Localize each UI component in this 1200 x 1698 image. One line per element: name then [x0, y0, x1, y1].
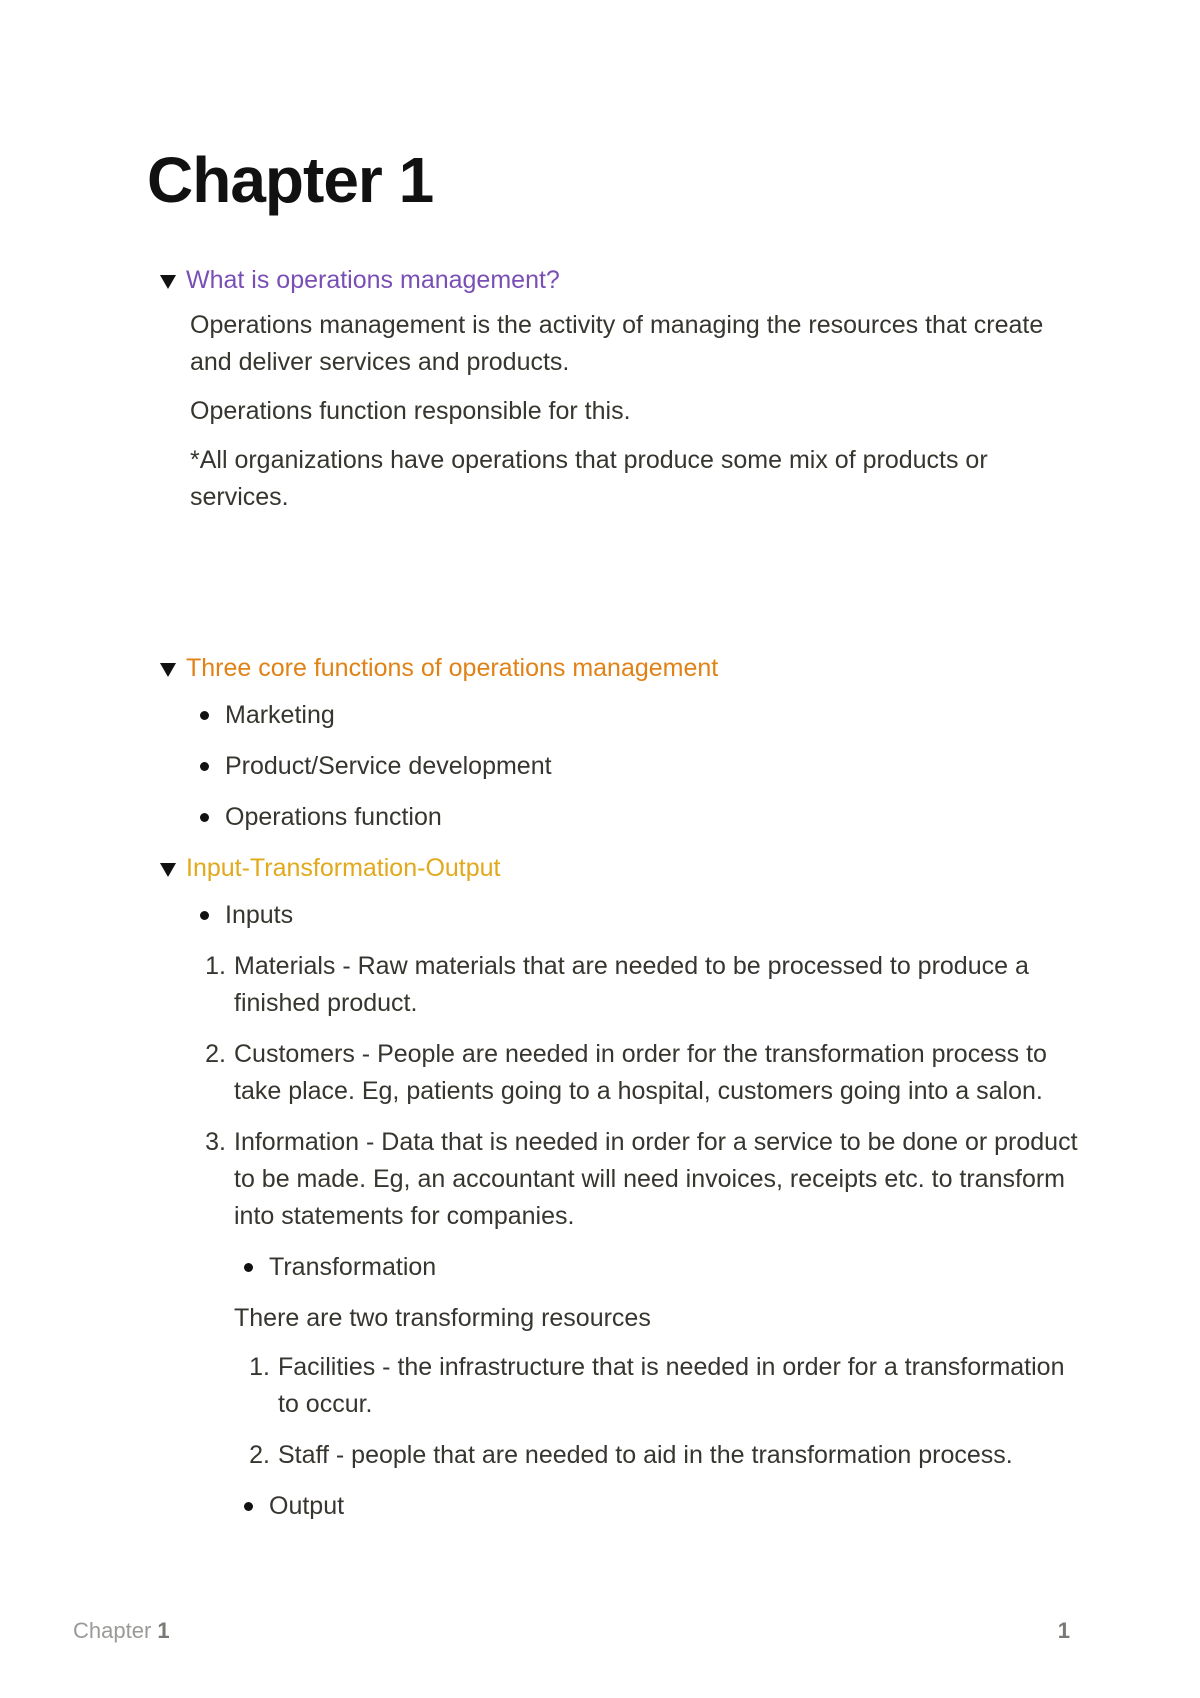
list-item-transformation — [234, 1249, 1080, 1286]
list-item-text: Inputs — [225, 901, 294, 929]
item-text: Staff - people that are needed to aid in the transformation process. — [278, 1441, 1013, 1469]
toggle-label[interactable]: Input-Transformation-Output — [186, 854, 501, 882]
item-text: Materials - Raw materials that are needed to be processed to produce a finished product. — [234, 952, 1029, 1017]
list-item-output — [234, 1488, 1080, 1525]
page-content — [160, 262, 1080, 1539]
list-item-text: Marketing — [225, 701, 335, 729]
spacer — [160, 528, 1080, 650]
footer-chapter-prefix: Chapter — [73, 1618, 152, 1643]
paragraph: *All organizations have operations that produce some mix of products or services. — [190, 446, 988, 511]
item-number: 1. — [249, 1353, 270, 1381]
list-item-text: Operations function — [225, 803, 442, 831]
item-number: 2. — [205, 1040, 226, 1068]
footer-chapter-number: 1 — [157, 1618, 170, 1643]
item-text: Information - Data that is needed in order for a service to be done or product to be made. Eg, an accountant will need invoices, receipts etc. to transform into statements for companies. — [234, 1128, 1078, 1230]
toggle-triangle-icon[interactable] — [160, 663, 176, 677]
toggle-label[interactable]: What is operations management? — [186, 266, 560, 294]
footer-chapter-label — [73, 1618, 170, 1644]
item-number: 1. — [205, 952, 226, 980]
bullet-icon — [200, 711, 209, 720]
bullet-icon — [200, 911, 209, 920]
list-item — [190, 697, 1080, 734]
item-text: Facilities - the infrastructure that is needed in order for a transformation to occur. — [278, 1353, 1065, 1418]
toggle-body-ito — [160, 897, 1080, 1525]
bullet-icon — [200, 813, 209, 822]
numbered-item — [234, 1349, 1080, 1423]
paragraph: Operations management is the activity of managing the resources that create and deliver services and products. — [190, 311, 1044, 376]
numbered-item — [190, 1124, 1080, 1235]
item-text: Customers - People are needed in order for the transformation process to take place. Eg, patients going to a hospital, customers going into a salon. — [234, 1040, 1047, 1105]
list-item-inputs — [190, 897, 1080, 934]
list-item — [190, 799, 1080, 836]
toggle-input-transformation-output[interactable] — [160, 850, 1080, 887]
nested-transformation — [190, 1249, 1080, 1286]
paragraph: Operations function responsible for this. — [190, 397, 631, 425]
footer-page-number: 1 — [1057, 1618, 1070, 1643]
list-item-text: Product/Service development — [225, 752, 552, 780]
bullet-icon — [200, 762, 209, 771]
page-title: Chapter 1 — [147, 144, 434, 216]
toggle-body-what-is — [160, 307, 1080, 516]
list-item-text: Output — [269, 1492, 345, 1520]
toggle-triangle-icon[interactable] — [160, 275, 176, 289]
toggle-what-is-operations-management[interactable] — [160, 262, 1080, 299]
toggle-body-core-functions — [160, 697, 1080, 836]
item-number: 2. — [249, 1441, 270, 1469]
numbered-item — [190, 948, 1080, 1022]
numbered-item — [190, 1036, 1080, 1110]
list-item-text: Transformation — [269, 1253, 437, 1281]
toggle-three-core-functions[interactable] — [160, 650, 1080, 687]
item-number: 3. — [205, 1128, 226, 1156]
paragraph: There are two transforming resources — [234, 1304, 651, 1332]
numbered-item — [234, 1437, 1080, 1474]
bullet-icon — [244, 1502, 253, 1511]
toggle-triangle-icon[interactable] — [160, 863, 176, 877]
toggle-label[interactable]: Three core functions of operations management — [186, 654, 719, 682]
nested-transforming-resources — [190, 1349, 1080, 1525]
list-item — [190, 748, 1080, 785]
bullet-icon — [244, 1263, 253, 1272]
